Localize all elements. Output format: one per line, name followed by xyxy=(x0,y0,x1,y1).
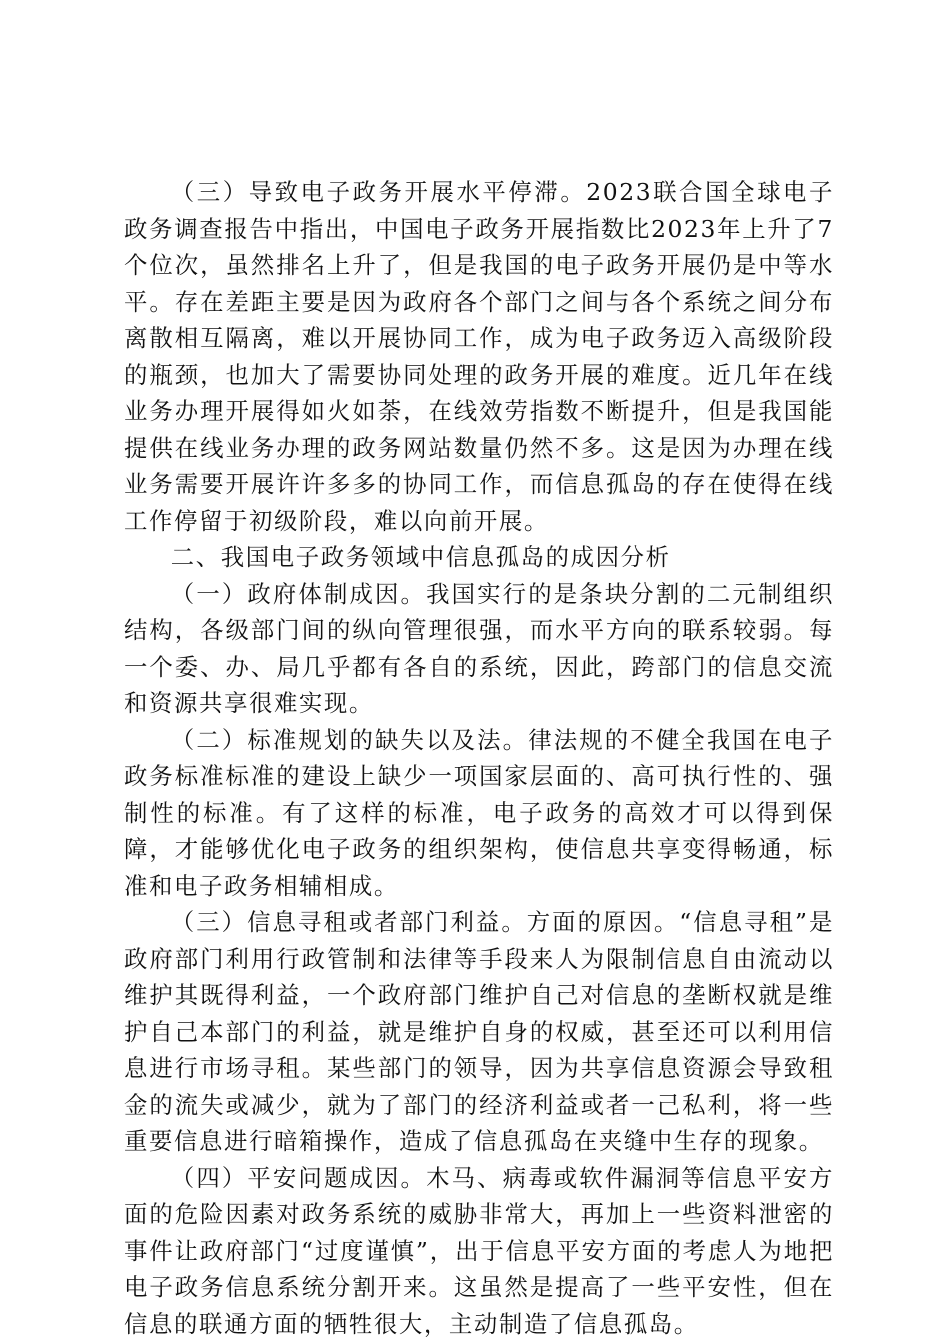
section-heading-causes: 二、我国电子政务领域中信息孤岛的成因分析 xyxy=(170,543,671,571)
paragraph-stagnation: （三）导致电子政务开展水平停滞。2023联合国全球电子政务调查报告中指出，中国电子政务开展指数比2023年上升了7个位次，虽然排名上升了，但是我国的电子政务开展仍是中等水平。存在差距主要是因为政府各个部门之间与各个系统之间分布离散相互隔离，难以开展协同工作，成为电子政务迈入高级阶段的瓶颈，也加大了需要协同处理的政务开展的难度。近几年在线业务办理开展得如火如荼，在线效劳指数不断提升，但是我国能提供在线业务办理的政务网站数量仍然不多。这是因为办理在线业务需要开展许许多多的协同工作，而信息孤岛的存在使得在线工作停留于初级阶段，难以向前开展。 xyxy=(124,178,834,535)
paragraph-government-system: （一）政府体制成因。我国实行的是条块分割的二元制组织结构，各级部门间的纵向管理很强，而水平方向的联系较弱。每一个委、办、局几乎都有各自的系统，因此，跨部门的信息交流和资源共享很难实现。 xyxy=(124,579,834,717)
document-body xyxy=(124,174,834,1342)
paragraph-rent-seeking: （三）信息寻租或者部门利益。方面的原因。“信息寻租”是政府部门利用行政管制和法律等手段来人为限制信息自由流动以维护其既得利益，一个政府部门维护自己对信息的垄断权就是维护自己本部门的利益，就是维护自身的权威，甚至还可以利用信息进行市场寻租。某些部门的领导，因为共享信息资源会导致租金的流失或减少，就为了部门的经济利益或者一己私利，将一些重要信息进行暗箱操作，造成了信息孤岛在夹缝中生存的现象。 xyxy=(124,908,834,1155)
paragraph-security: （四）平安问题成因。木马、病毒或软件漏洞等信息平安方面的危险因素对政务系统的威胁非常大，再加上一些资料泄密的事件让政府部门“过度谨慎”，出于信息平安方面的考虑人为地把电子政务信息系统分割开来。这虽然是提高了一些平安性，但在信息的联通方面的牺牲很大，主动制造了信息孤岛。 xyxy=(124,1163,834,1338)
paragraph-standards: （二）标准规划的缺失以及法。律法规的不健全我国在电子政务标准标准的建设上缺少一项国家层面的、高可执行性的、强制性的标准。有了这样的标准，电子政务的高效才可以得到保障，才能够优化电子政务的组织架构，使信息共享变得畅通，标准和电子政务相辅相成。 xyxy=(124,725,834,900)
